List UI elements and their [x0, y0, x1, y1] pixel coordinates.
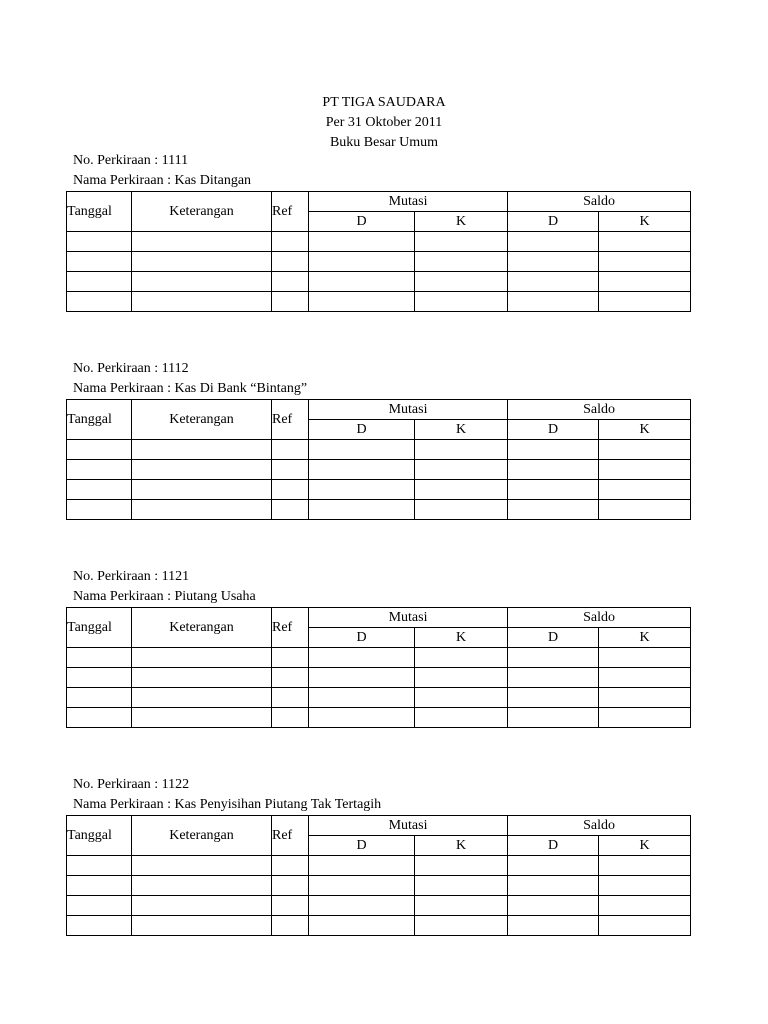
- table-cell: [415, 668, 508, 688]
- table-cell: [599, 252, 691, 272]
- table-cell: [599, 708, 691, 728]
- account-number: No. Perkiraan : 1112: [73, 361, 189, 376]
- column-header-saldo-debit: D: [508, 836, 599, 856]
- table-cell: [415, 292, 508, 312]
- table-cell: [415, 480, 508, 500]
- table-cell: [508, 708, 599, 728]
- table-cell: [272, 876, 309, 896]
- account-name: Nama Perkiraan : Kas Ditangan: [73, 173, 252, 188]
- table-cell: [599, 896, 691, 916]
- table-cell: [309, 272, 415, 292]
- table-cell: [272, 460, 309, 480]
- table-cell: [415, 916, 508, 936]
- table-row: [67, 440, 691, 460]
- table-row: [67, 856, 691, 876]
- table-cell: [508, 896, 599, 916]
- table-cell: [309, 876, 415, 896]
- table-cell: [67, 668, 132, 688]
- table-row: [67, 292, 691, 312]
- table-cell: [132, 708, 272, 728]
- table-cell: [508, 500, 599, 520]
- table-cell: [67, 232, 132, 252]
- table-cell: [508, 232, 599, 252]
- table-cell: [309, 440, 415, 460]
- ledger-account-section: [66, 151, 690, 312]
- table-cell: [309, 292, 415, 312]
- table-cell: [508, 292, 599, 312]
- table-cell: [599, 648, 691, 668]
- table-cell: [415, 688, 508, 708]
- table-cell: [309, 856, 415, 876]
- table-cell: [508, 668, 599, 688]
- table-cell: [67, 916, 132, 936]
- table-cell: [599, 916, 691, 936]
- table-row: [67, 252, 691, 272]
- ledger-account-section: [66, 775, 690, 936]
- column-header-saldo-debit: D: [508, 420, 599, 440]
- column-header-saldo: Saldo: [508, 400, 691, 420]
- table-cell: [132, 440, 272, 460]
- column-header-saldo: Saldo: [508, 608, 691, 628]
- table-cell: [508, 440, 599, 460]
- table-cell: [67, 688, 132, 708]
- table-cell: [599, 440, 691, 460]
- column-header-keterangan: Keterangan: [132, 816, 272, 856]
- column-header-mutasi-kredit: K: [415, 212, 508, 232]
- table-cell: [132, 272, 272, 292]
- column-header-ref: Ref: [272, 400, 309, 440]
- table-cell: [67, 460, 132, 480]
- table-cell: [309, 896, 415, 916]
- table-cell: [132, 500, 272, 520]
- account-number: No. Perkiraan : 1111: [73, 153, 189, 168]
- header-row: [67, 192, 691, 212]
- table-cell: [132, 480, 272, 500]
- table-cell: [67, 896, 132, 916]
- document-header: [0, 93, 768, 153]
- column-header-mutasi-kredit: K: [415, 836, 508, 856]
- ledger-table: [66, 607, 691, 728]
- table-cell: [309, 500, 415, 520]
- table-cell: [132, 232, 272, 252]
- column-header-saldo-kredit: K: [599, 628, 691, 648]
- table-cell: [599, 856, 691, 876]
- table-cell: [67, 876, 132, 896]
- table-cell: [415, 708, 508, 728]
- table-cell: [309, 688, 415, 708]
- table-cell: [132, 876, 272, 896]
- column-header-keterangan: Keterangan: [132, 608, 272, 648]
- column-header-saldo-kredit: K: [599, 836, 691, 856]
- table-cell: [415, 896, 508, 916]
- column-header-tanggal: Tanggal: [67, 816, 132, 856]
- table-cell: [415, 876, 508, 896]
- table-cell: [272, 232, 309, 252]
- table-row: [67, 896, 691, 916]
- ledger-account-section: [66, 359, 690, 520]
- table-cell: [132, 292, 272, 312]
- column-header-ref: Ref: [272, 192, 309, 232]
- table-cell: [309, 252, 415, 272]
- column-header-saldo-kredit: K: [599, 212, 691, 232]
- table-cell: [272, 896, 309, 916]
- table-cell: [599, 232, 691, 252]
- table-row: [67, 480, 691, 500]
- column-header-saldo-debit: D: [508, 628, 599, 648]
- table-cell: [415, 272, 508, 292]
- ledger-table: [66, 191, 691, 312]
- column-header-mutasi-debit: D: [309, 628, 415, 648]
- table-cell: [309, 232, 415, 252]
- table-cell: [272, 648, 309, 668]
- column-header-tanggal: Tanggal: [67, 192, 132, 232]
- table-cell: [67, 708, 132, 728]
- table-cell: [508, 252, 599, 272]
- table-cell: [67, 252, 132, 272]
- column-header-mutasi: Mutasi: [309, 192, 508, 212]
- column-header-mutasi-debit: D: [309, 836, 415, 856]
- table-cell: [272, 272, 309, 292]
- table-cell: [599, 688, 691, 708]
- table-cell: [508, 460, 599, 480]
- table-cell: [272, 292, 309, 312]
- table-row: [67, 232, 691, 252]
- table-cell: [67, 856, 132, 876]
- table-cell: [272, 688, 309, 708]
- header-row: [67, 608, 691, 628]
- table-cell: [415, 252, 508, 272]
- column-header-tanggal: Tanggal: [67, 400, 132, 440]
- table-cell: [415, 856, 508, 876]
- column-header-saldo-debit: D: [508, 212, 599, 232]
- table-cell: [132, 460, 272, 480]
- table-row: [67, 688, 691, 708]
- column-header-mutasi-kredit: K: [415, 420, 508, 440]
- column-header-tanggal: Tanggal: [67, 608, 132, 648]
- table-cell: [599, 272, 691, 292]
- table-row: [67, 460, 691, 480]
- table-cell: [272, 668, 309, 688]
- account-number: No. Perkiraan : 1121: [73, 569, 190, 584]
- table-cell: [132, 252, 272, 272]
- table-cell: [132, 668, 272, 688]
- table-row: [67, 668, 691, 688]
- table-cell: [309, 648, 415, 668]
- column-header-keterangan: Keterangan: [132, 192, 272, 232]
- table-cell: [132, 916, 272, 936]
- table-cell: [508, 648, 599, 668]
- table-cell: [599, 292, 691, 312]
- table-cell: [67, 500, 132, 520]
- table-row: [67, 916, 691, 936]
- period-label: Per 31 Oktober 2011: [325, 115, 443, 130]
- column-header-keterangan: Keterangan: [132, 400, 272, 440]
- table-cell: [67, 272, 132, 292]
- column-header-ref: Ref: [272, 608, 309, 648]
- table-cell: [508, 688, 599, 708]
- table-cell: [67, 480, 132, 500]
- table-row: [67, 876, 691, 896]
- column-header-saldo: Saldo: [508, 816, 691, 836]
- table-row: [67, 648, 691, 668]
- account-name: Nama Perkiraan : Kas Penyisihan Piutang Tak Tertagih: [73, 797, 382, 812]
- ledger-table: [66, 399, 691, 520]
- column-header-mutasi: Mutasi: [309, 608, 508, 628]
- table-cell: [508, 272, 599, 292]
- column-header-mutasi-debit: D: [309, 420, 415, 440]
- table-cell: [508, 876, 599, 896]
- table-cell: [272, 500, 309, 520]
- column-header-mutasi: Mutasi: [309, 816, 508, 836]
- table-row: [67, 708, 691, 728]
- column-header-mutasi-debit: D: [309, 212, 415, 232]
- table-cell: [599, 460, 691, 480]
- table-cell: [67, 292, 132, 312]
- table-row: [67, 272, 691, 292]
- table-cell: [415, 648, 508, 668]
- table-cell: [415, 440, 508, 460]
- table-cell: [132, 688, 272, 708]
- account-number: No. Perkiraan : 1122: [73, 777, 190, 792]
- ledger-table: [66, 815, 691, 936]
- header-row: [67, 816, 691, 836]
- table-cell: [309, 460, 415, 480]
- table-cell: [272, 708, 309, 728]
- table-cell: [599, 480, 691, 500]
- table-cell: [309, 480, 415, 500]
- table-row: [67, 500, 691, 520]
- table-cell: [415, 460, 508, 480]
- table-cell: [272, 480, 309, 500]
- column-header-ref: Ref: [272, 816, 309, 856]
- account-name: Nama Perkiraan : Piutang Usaha: [73, 589, 256, 604]
- table-cell: [599, 876, 691, 896]
- table-cell: [309, 708, 415, 728]
- table-cell: [272, 440, 309, 460]
- table-cell: [132, 856, 272, 876]
- column-header-mutasi-kredit: K: [415, 628, 508, 648]
- table-cell: [132, 648, 272, 668]
- column-header-saldo: Saldo: [508, 192, 691, 212]
- table-cell: [132, 896, 272, 916]
- column-header-mutasi: Mutasi: [309, 400, 508, 420]
- table-cell: [309, 668, 415, 688]
- company-name: PT TIGA SAUDARA: [322, 95, 446, 110]
- header-row: [67, 400, 691, 420]
- column-header-saldo-kredit: K: [599, 420, 691, 440]
- document-title: Buku Besar Umum: [329, 135, 439, 150]
- table-cell: [67, 648, 132, 668]
- table-cell: [508, 480, 599, 500]
- table-cell: [508, 916, 599, 936]
- table-cell: [415, 500, 508, 520]
- table-cell: [309, 916, 415, 936]
- table-cell: [272, 252, 309, 272]
- table-cell: [272, 856, 309, 876]
- table-cell: [599, 500, 691, 520]
- ledger-account-section: [66, 567, 690, 728]
- table-cell: [67, 440, 132, 460]
- table-cell: [272, 916, 309, 936]
- table-cell: [508, 856, 599, 876]
- account-name: Nama Perkiraan : Kas Di Bank “Bintang”: [73, 381, 308, 396]
- table-cell: [415, 232, 508, 252]
- table-cell: [599, 668, 691, 688]
